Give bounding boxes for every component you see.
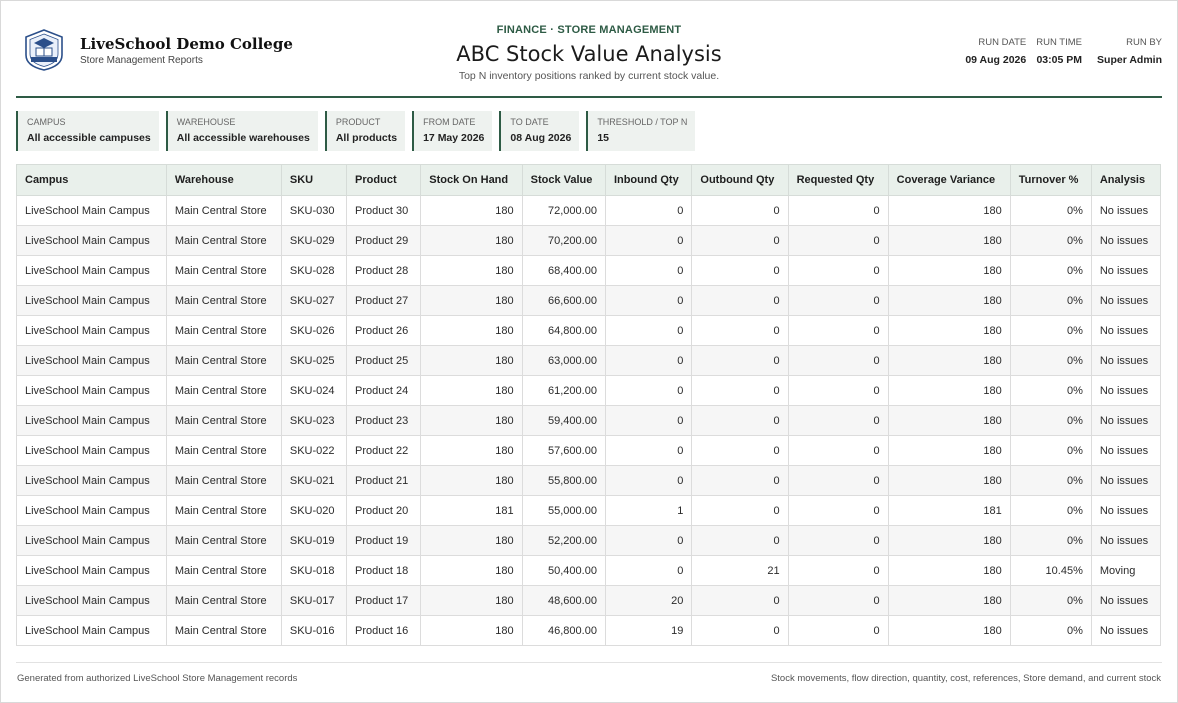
table-cell: 180 [888,556,1010,586]
footer-note: Generated from authorized LiveSchool Store Management records [17,673,298,684]
table-cell: 55,000.00 [522,496,605,526]
table-body [17,196,1161,646]
table-cell: 0 [605,196,691,226]
run-by [1092,37,1162,66]
table-cell: No issues [1091,286,1160,316]
run-time-value: 03:05 PM [1036,54,1082,66]
table-cell: 180 [421,226,522,256]
table-cell: SKU-021 [281,466,346,496]
table-cell: 0 [692,436,788,466]
table-cell: 0% [1010,196,1091,226]
table-cell: 180 [888,406,1010,436]
table-cell: No issues [1091,466,1160,496]
table-cell: 0 [788,256,888,286]
table-cell: Main Central Store [166,556,281,586]
table-cell: LiveSchool Main Campus [17,196,167,226]
table-cell: 0% [1010,346,1091,376]
table-cell: No issues [1091,436,1160,466]
filter-label: TO DATE [510,117,549,127]
table-cell: 0% [1010,436,1091,466]
table-cell: 180 [888,286,1010,316]
table-cell: 68,400.00 [522,256,605,286]
table-cell: Product 24 [347,376,421,406]
table-cell: 180 [888,376,1010,406]
stock-table [16,164,1161,646]
table-cell: Main Central Store [166,346,281,376]
table-row [17,376,1161,406]
filter-label: CAMPUS [27,117,66,127]
table-cell: 180 [888,256,1010,286]
table-cell: 180 [421,376,522,406]
table-cell: 21 [692,556,788,586]
table-cell: Product 16 [347,616,421,646]
filter-chip [16,111,159,151]
table-cell: 72,000.00 [522,196,605,226]
table-cell: 0 [692,286,788,316]
table-cell: 0 [692,196,788,226]
footer-scope: Stock movements, flow direction, quantity, cost, references, Store demand, and current stock [770,673,1161,684]
table-cell: 0 [605,436,691,466]
run-by-value: Super Admin [1097,54,1162,66]
table-cell: Main Central Store [166,586,281,616]
table-cell: 0 [605,226,691,256]
table-cell: No issues [1091,526,1160,556]
table-cell: 0 [692,616,788,646]
table-cell: No issues [1091,226,1160,256]
table-row [17,436,1161,466]
table-cell: Main Central Store [166,286,281,316]
table-cell: 0 [605,376,691,406]
table-cell: No issues [1091,376,1160,406]
table-cell: Product 18 [347,556,421,586]
table-cell: Product 17 [347,586,421,616]
table-cell: 0 [788,586,888,616]
table-cell: LiveSchool Main Campus [17,436,167,466]
table-cell: 0 [692,256,788,286]
table-cell: 0% [1010,616,1091,646]
table-cell: Product 19 [347,526,421,556]
table-cell: SKU-030 [281,196,346,226]
table-cell: 0 [605,526,691,556]
table-cell: SKU-017 [281,586,346,616]
table-cell: Product 20 [347,496,421,526]
college-crest-icon [22,28,66,72]
table-cell: 0% [1010,406,1091,436]
table-cell: Product 23 [347,406,421,436]
table-cell: 180 [421,526,522,556]
filter-chip [499,111,579,151]
table-cell: Product 28 [347,256,421,286]
filter-value: All accessible warehouses [176,132,310,144]
table-cell: 0 [605,556,691,586]
table-cell: 180 [888,466,1010,496]
table-cell: 180 [421,316,522,346]
table-cell: 0 [605,346,691,376]
table-cell: LiveSchool Main Campus [17,586,167,616]
table-row [17,556,1161,586]
run-date-label: RUN DATE [978,37,1027,48]
table-cell: 0 [788,346,888,376]
report-kicker: FINANCE · STORE MANAGEMENT [496,24,682,36]
table-cell: 64,800.00 [522,316,605,346]
table-cell: SKU-027 [281,286,346,316]
table-cell: Main Central Store [166,376,281,406]
table-cell: 180 [888,196,1010,226]
column-header: Inbound Qty [605,165,691,196]
table-cell: 0 [788,526,888,556]
table-cell: 180 [421,586,522,616]
table-cell: 0% [1010,286,1091,316]
table-cell: SKU-018 [281,556,346,586]
table-cell: LiveSchool Main Campus [17,226,167,256]
table-cell: No issues [1091,256,1160,286]
run-date [965,37,1026,66]
table-cell: 180 [421,286,522,316]
table-cell: 0% [1010,496,1091,526]
table-cell: 0 [788,316,888,346]
table-cell: 180 [888,586,1010,616]
table-cell: 48,600.00 [522,586,605,616]
filter-value: 17 May 2026 [423,132,485,144]
table-cell: SKU-029 [281,226,346,256]
table-cell: Main Central Store [166,316,281,346]
report-subtitle: Top N inventory positions ranked by current stock value. [458,70,720,82]
table-row [17,466,1161,496]
table-cell: 0 [692,586,788,616]
table-cell: Product 26 [347,316,421,346]
table-cell: 0 [605,286,691,316]
footer-divider [16,662,1162,663]
table-cell: No issues [1091,196,1160,226]
table-cell: SKU-028 [281,256,346,286]
table-cell: 0% [1010,466,1091,496]
table-cell: Moving [1091,556,1160,586]
filter-chip [166,111,318,151]
report-header [389,24,789,82]
table-cell: No issues [1091,496,1160,526]
table-row [17,256,1161,286]
table-row [17,346,1161,376]
table-cell: Main Central Store [166,256,281,286]
table-cell: 59,400.00 [522,406,605,436]
table-row [17,316,1161,346]
table-cell: Main Central Store [166,406,281,436]
table-cell: Main Central Store [166,496,281,526]
table-cell: Main Central Store [166,196,281,226]
table-cell: 180 [421,616,522,646]
table-cell: Main Central Store [166,226,281,256]
table-cell: 10.45% [1010,556,1091,586]
table-cell: 50,400.00 [522,556,605,586]
filter-label: THRESHOLD / TOP N [597,117,688,127]
table-cell: 0% [1010,526,1091,556]
table-cell: SKU-022 [281,436,346,466]
table-cell: 46,800.00 [522,616,605,646]
run-date-value: 09 Aug 2026 [965,54,1027,66]
column-header: Coverage Variance [888,165,1010,196]
table-cell: 180 [421,556,522,586]
table-cell: 1 [605,496,691,526]
table-cell: 0 [605,316,691,346]
filter-chip [412,111,492,151]
run-meta [965,37,1162,66]
table-cell: 180 [888,436,1010,466]
table-cell: 0 [692,466,788,496]
table-cell: LiveSchool Main Campus [17,406,167,436]
table-cell: 180 [421,466,522,496]
filter-bar [16,111,695,151]
table-cell: 180 [421,256,522,286]
table-row [17,406,1161,436]
table-cell: LiveSchool Main Campus [17,256,167,286]
table-cell: 0 [692,346,788,376]
column-header: Stock Value [522,165,605,196]
table-cell: Product 25 [347,346,421,376]
table-cell: 0 [788,436,888,466]
table-cell: 0 [788,196,888,226]
table-cell: 0 [788,376,888,406]
table-cell: Main Central Store [166,466,281,496]
filter-value: All products [335,132,398,144]
table-cell: 0 [692,316,788,346]
table-row [17,496,1161,526]
table-cell: 0 [605,256,691,286]
table-cell: 0 [605,406,691,436]
column-header: Product [347,165,421,196]
table-cell: 0% [1010,226,1091,256]
report-title: ABC Stock Value Analysis [456,42,722,66]
table-cell: LiveSchool Main Campus [17,346,167,376]
table-cell: 180 [888,226,1010,256]
column-header: Requested Qty [788,165,888,196]
table-cell: 0% [1010,256,1091,286]
table-cell: 0 [692,526,788,556]
college-subtitle: Store Management Reports [80,55,203,66]
table-cell: 0 [692,496,788,526]
column-header: Stock On Hand [421,165,522,196]
table-cell: LiveSchool Main Campus [17,526,167,556]
column-header: Warehouse [166,165,281,196]
table-cell: 19 [605,616,691,646]
table-cell: No issues [1091,346,1160,376]
table-cell: Product 27 [347,286,421,316]
column-header: Turnover % [1010,165,1091,196]
table-cell: Main Central Store [166,616,281,646]
table-cell: SKU-023 [281,406,346,436]
table-row [17,226,1161,256]
table-cell: LiveSchool Main Campus [17,556,167,586]
table-cell: 52,200.00 [522,526,605,556]
table-cell: 0 [788,406,888,436]
filter-value: 08 Aug 2026 [510,132,572,144]
table-header-row [17,165,1161,196]
table-cell: No issues [1091,316,1160,346]
table-cell: 180 [888,616,1010,646]
table-cell: LiveSchool Main Campus [17,496,167,526]
run-time [1036,37,1082,66]
table-cell: 180 [421,346,522,376]
table-cell: 20 [605,586,691,616]
table-cell: 0 [788,466,888,496]
table-cell: 181 [421,496,522,526]
filter-value: 15 [597,132,609,144]
college-name: LiveSchool Demo College [80,35,293,53]
table-cell: Main Central Store [166,436,281,466]
table-cell: SKU-019 [281,526,346,556]
run-by-label: RUN BY [1126,37,1162,48]
table-row [17,286,1161,316]
run-time-label: RUN TIME [1036,37,1082,48]
table-cell: SKU-024 [281,376,346,406]
table-cell: LiveSchool Main Campus [17,286,167,316]
table-cell: SKU-016 [281,616,346,646]
header-divider [16,96,1162,98]
table-cell: 0 [692,226,788,256]
table-cell: 70,200.00 [522,226,605,256]
table-row [17,616,1161,646]
table-cell: 0 [788,226,888,256]
table-cell: 181 [888,496,1010,526]
table-cell: Product 29 [347,226,421,256]
table-cell: LiveSchool Main Campus [17,376,167,406]
column-header: SKU [281,165,346,196]
table-cell: 0 [788,556,888,586]
table-cell: SKU-020 [281,496,346,526]
table-cell: Product 22 [347,436,421,466]
column-header: Analysis [1091,165,1160,196]
table-cell: 0% [1010,586,1091,616]
table-cell: LiveSchool Main Campus [17,466,167,496]
column-header: Campus [17,165,167,196]
table-row [17,586,1161,616]
table-cell: 57,600.00 [522,436,605,466]
filter-value: All accessible campuses [27,132,151,144]
table-cell: 180 [888,346,1010,376]
table-cell: SKU-026 [281,316,346,346]
table-cell: 0 [788,616,888,646]
table-cell: Product 21 [347,466,421,496]
filter-label: FROM DATE [423,117,476,127]
table-cell: 61,200.00 [522,376,605,406]
filter-label: PRODUCT [335,117,381,127]
table-cell: No issues [1091,616,1160,646]
table-cell: 180 [888,526,1010,556]
table-cell: 0 [605,466,691,496]
column-header: Outbound Qty [692,165,788,196]
filter-chip [586,111,695,151]
table-cell: 66,600.00 [522,286,605,316]
table-cell: 180 [421,406,522,436]
table-cell: 0 [788,286,888,316]
table-cell: LiveSchool Main Campus [17,616,167,646]
table-cell: Product 30 [347,196,421,226]
table-row [17,196,1161,226]
table-cell: 0% [1010,376,1091,406]
table-cell: 0 [692,406,788,436]
table-cell: 0 [788,496,888,526]
table-cell: 55,800.00 [522,466,605,496]
table-cell: SKU-025 [281,346,346,376]
table-cell: No issues [1091,586,1160,616]
table-cell: 63,000.00 [522,346,605,376]
table-cell: 180 [421,436,522,466]
table-cell: Main Central Store [166,526,281,556]
table-cell: No issues [1091,406,1160,436]
table-cell: 0% [1010,316,1091,346]
table-cell: 180 [888,316,1010,346]
table-cell: LiveSchool Main Campus [17,316,167,346]
filter-chip [325,111,405,151]
table-cell: 0 [692,376,788,406]
table-cell: 180 [421,196,522,226]
table-row [17,526,1161,556]
filter-label: WAREHOUSE [176,117,236,127]
